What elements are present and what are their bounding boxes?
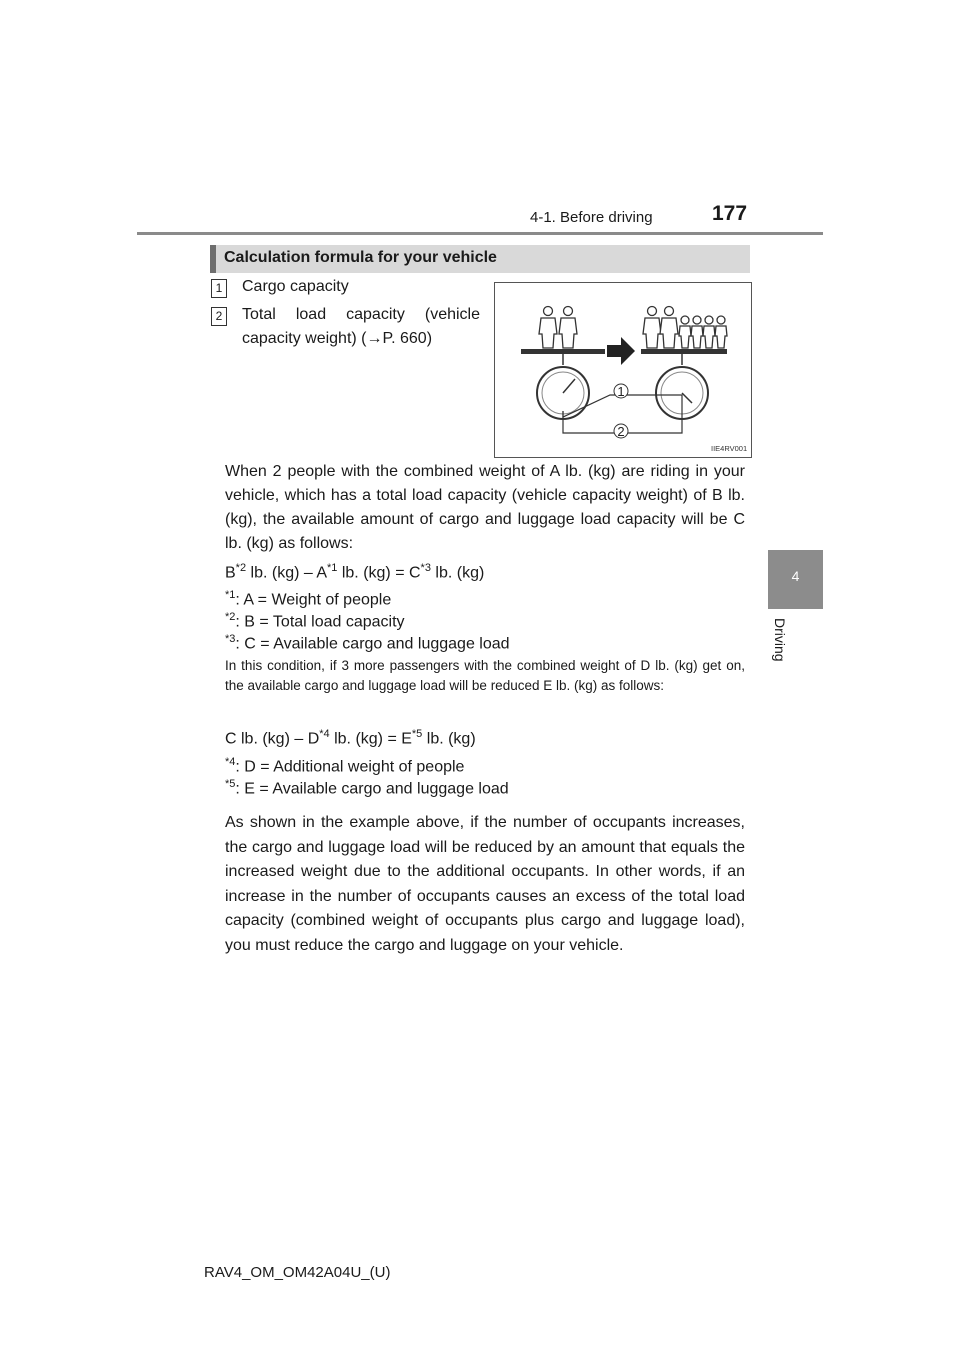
chapter-label: Driving — [772, 618, 788, 662]
item-number-2: 2 — [211, 307, 227, 326]
note-4-mark: *4 — [225, 756, 236, 768]
section-title-bar — [210, 245, 750, 273]
formula-1-mid2: lb. (kg) = C — [337, 564, 421, 582]
left-people — [539, 307, 577, 349]
item-1-text: Cargo capacity — [242, 278, 349, 295]
page-number: 177 — [712, 202, 748, 225]
formula-1 — [225, 556, 745, 585]
section-header: 4-1. Before driving — [530, 209, 653, 226]
section-title: Calculation formula for your vehicle — [224, 249, 497, 266]
note-5-text: : E = Available cargo and luggage load — [235, 780, 509, 798]
callout-2-label: 2 — [617, 424, 625, 439]
right-people — [643, 307, 727, 349]
formula-1-mid1: lb. (kg) – A — [246, 564, 327, 582]
note-4-text: : D = Additional weight of people — [235, 758, 465, 776]
formula-2-start: C lb. (kg) – D — [225, 730, 320, 748]
arrow-icon — [607, 337, 635, 365]
formula-2-end: lb. (kg) — [422, 730, 476, 748]
note-3 — [225, 627, 745, 656]
formula-1-c-mark: *3 — [420, 562, 431, 574]
formula-1-b-mark: *2 — [235, 562, 247, 574]
document-code: RAV4_OM_OM42A04U_(U) — [204, 1264, 391, 1281]
formula-1-end: lb. (kg) — [430, 564, 485, 582]
left-platform — [521, 349, 605, 354]
note-1-text: : A = Weight of people — [235, 591, 392, 609]
note-3-text: : C = Available cargo and luggage load — [235, 635, 510, 653]
note-2-mark: *2 — [225, 611, 236, 623]
formula-2-d-mark: *4 — [319, 728, 330, 740]
illustration-svg — [495, 283, 751, 457]
section-title-accent — [210, 245, 216, 273]
note-5 — [225, 772, 745, 801]
item-number-1: 1 — [211, 279, 227, 298]
figure-code: IIE4RV001 — [711, 444, 748, 453]
load-capacity-illustration — [494, 282, 752, 458]
formula-1-b: B — [225, 564, 236, 582]
formula-1-a-mark: *1 — [327, 562, 338, 574]
chapter-number: 4 — [791, 568, 800, 584]
header-rule — [137, 232, 823, 235]
callout-1-label: 1 — [617, 384, 625, 399]
note-3-mark: *3 — [225, 633, 236, 645]
note-1-mark: *1 — [225, 589, 236, 601]
formula-2 — [225, 722, 745, 751]
item-2-text-line1: Total load capacity (vehicle — [242, 306, 480, 323]
formula-2-e-mark: *5 — [411, 728, 423, 740]
paragraph-summary: As shown in the example above, if the number of occupants increases, the cargo and luggage load will be reduced by an amount that equals the increased weight due to the additional occupants. In other words, if an increase in the number of occupants causes an excess of the total load capacity (combined weight of occupants plus cargo and luggage load), you must reduce the cargo and luggage on your vehicle. — [225, 814, 745, 954]
condition-paragraph: In this condition, if 3 more passengers with the combined weight of D lb. (kg) get on, the available cargo and luggage load will be reduced E lb. (kg) as follows: — [225, 658, 745, 693]
right-platform — [641, 349, 727, 354]
note-5-mark: *5 — [225, 778, 236, 790]
note-2-text: : B = Total load capacity — [235, 613, 405, 631]
item-2-text-line2: capacity weight) (→P. 660) — [242, 330, 433, 347]
paragraph-intro: When 2 people with the combined weight of A lb. (kg) are riding in your vehicle, which has a total load capacity (vehicle capacity weight) of B lb. (kg), the available amount of cargo and luggage load capacity will be C lb. (kg) as follows: — [225, 463, 745, 552]
formula-2-mid: lb. (kg) = E — [329, 730, 412, 748]
